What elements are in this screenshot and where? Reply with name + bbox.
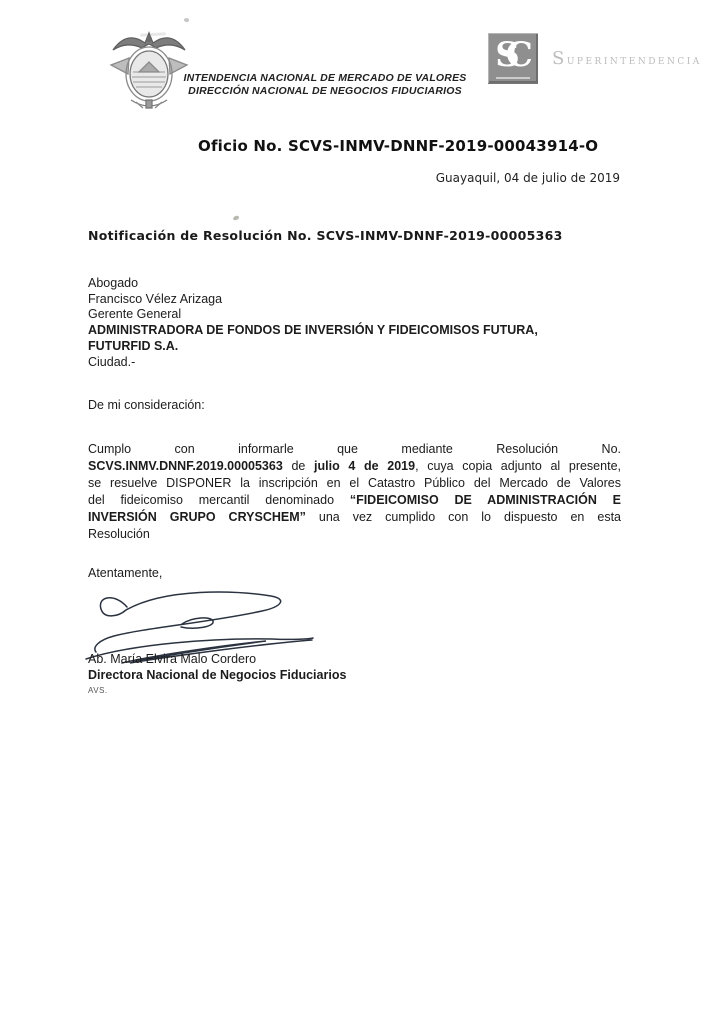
text-line: se resuelve DISPONER la inscripción en el Catastro Público del Mercado de Valores xyxy=(88,476,621,490)
org-line-1: INTENDENCIA NACIONAL DE MERCADO DE VALORES xyxy=(183,72,467,84)
superintendencia-logo xyxy=(488,33,702,83)
sc-logo-icon xyxy=(488,33,538,83)
scan-speck xyxy=(232,215,239,221)
signer-title: Directora Nacional de Negocios Fiduciarios xyxy=(88,668,347,682)
text-line: Ciudad.- xyxy=(88,354,136,369)
text-line: SCVS.INMV.DNNF.2019.00005363 de julio 4 de 2019, cuya copia adjunto al presente, xyxy=(88,459,621,473)
text-line: Francisco Vélez Arizaga xyxy=(88,291,223,306)
closing-line: Atentamente, xyxy=(88,566,163,580)
text-line: Abogado xyxy=(88,276,139,290)
text-line: del fideicomiso mercantil denominado “FIDEICOMISO DE ADMINISTRACIÓN E xyxy=(88,493,621,507)
text-line: Gerente General xyxy=(88,307,182,322)
body-paragraph xyxy=(88,441,621,543)
resolution-notification-line: Notificación de Resolución No. SCVS-INMV-DNNF-2019-00005363 xyxy=(88,228,563,243)
org-line-2: DIRECCIÓN NACIONAL DE NEGOCIOS FIDUCIARIOS xyxy=(188,84,462,97)
signer-name: Ab. María Elvira Malo Cordero xyxy=(88,652,257,666)
sc-logo-letters: SC xyxy=(495,35,519,75)
text-line: FUTURFID S.A. xyxy=(88,338,179,353)
signer-initials: AVS. xyxy=(88,686,108,695)
oficio-number-title: Oficio No. SCVS-INMV-DNNF-2019-00043914-O xyxy=(198,137,599,155)
text-line: ADMINISTRADORA DE FONDOS DE INVERSIÓN Y FIDEICOMISOS FUTURA, xyxy=(88,323,538,338)
ecuador-coat-of-arms-icon xyxy=(103,22,195,119)
salutation: De mi consideración: xyxy=(88,398,205,412)
org-name-block xyxy=(180,72,470,97)
sc-logo-wordmark: Superintendencia xyxy=(552,47,702,69)
recipient-block xyxy=(88,276,538,370)
text-line: Cumplo con informarle que mediante Resolución No. xyxy=(88,442,621,456)
sc-logo-minitext xyxy=(496,77,530,79)
text-line: Resolución xyxy=(88,527,150,541)
text-line: INVERSIÓN GRUPO CRYSCHEM” una vez cumplido con lo dispuesto en esta xyxy=(88,510,621,524)
city-dateline: Guayaquil, 04 de julio de 2019 xyxy=(435,171,620,185)
